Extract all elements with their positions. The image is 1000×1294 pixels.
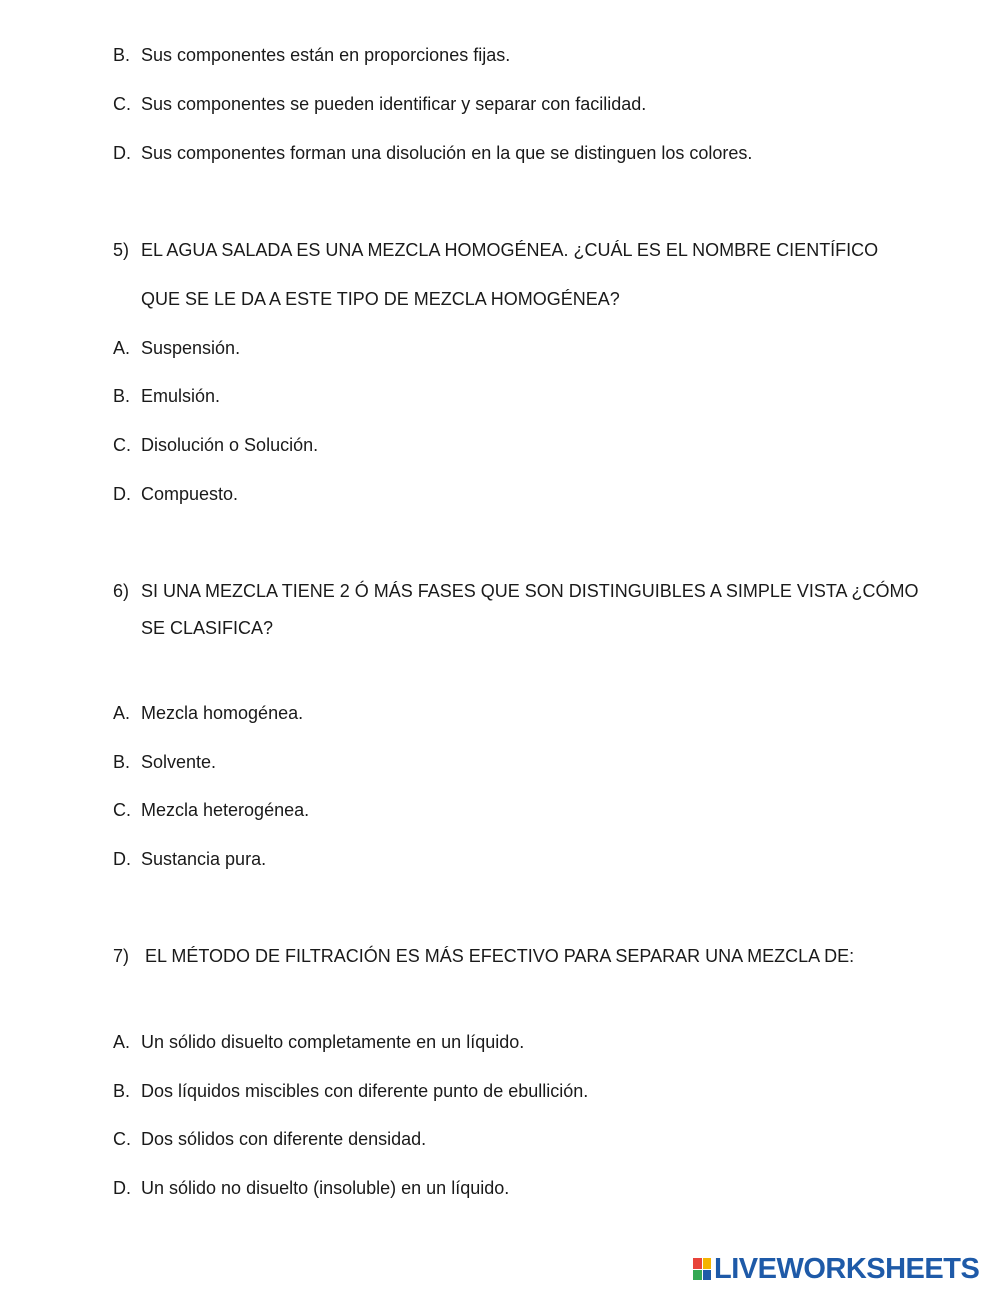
option-label: B. <box>113 45 131 65</box>
liveworksheets-logo-icon <box>693 1258 711 1280</box>
question-text-line1: SI UNA MEZCLA TIENE 2 Ó MÁS FASES QUE SON DISTINGUIBLES A SIMPLE VISTA ¿CÓMO <box>141 581 919 601</box>
option-label: A. <box>113 1032 131 1052</box>
option-text: Dos líquidos miscibles con diferente punto de ebullición. <box>141 1081 589 1101</box>
question-text-line2: SE CLASIFICA? <box>141 618 274 638</box>
option-text: Suspensión. <box>141 338 241 358</box>
question-number: 6) <box>113 581 130 601</box>
option-label: D. <box>113 1178 131 1198</box>
question-text-line1: EL AGUA SALADA ES UNA MEZCLA HOMOGÉNEA. ¿CUÁL ES EL NOMBRE CIENTÍFICO <box>141 240 879 260</box>
option-text: Sustancia pura. <box>141 849 267 869</box>
option-text: Mezcla heterogénea. <box>141 800 310 820</box>
option-label: B. <box>113 386 131 406</box>
option-text: Un sólido disuelto completamente en un líquido. <box>141 1032 525 1052</box>
liveworksheets-logo <box>693 1252 979 1286</box>
option-label: A. <box>113 338 131 358</box>
option-text: Dos sólidos con diferente densidad. <box>141 1129 427 1149</box>
option-label: D. <box>113 484 131 504</box>
option-label: D. <box>113 143 131 163</box>
option-text: Emulsión. <box>141 386 221 406</box>
option-text: Sus componentes se pueden identificar y separar con facilidad. <box>141 94 647 114</box>
option-label: B. <box>113 1081 131 1101</box>
option-text: Sus componentes están en proporciones fijas. <box>141 45 511 65</box>
logo-text: LIVEWORKSHEETS <box>714 1252 980 1285</box>
option-text: Solvente. <box>141 752 217 772</box>
option-label: A. <box>113 703 131 723</box>
option-text: Compuesto. <box>141 484 239 504</box>
option-label: C. <box>113 1129 131 1149</box>
option-text: Un sólido no disuelto (insoluble) en un líquido. <box>141 1178 510 1198</box>
option-label: D. <box>113 849 131 869</box>
question-text-line1: EL MÉTODO DE FILTRACIÓN ES MÁS EFECTIVO PARA SEPARAR UNA MEZCLA DE: <box>145 946 855 966</box>
option-label: C. <box>113 94 131 114</box>
option-label: C. <box>113 435 131 455</box>
option-label: C. <box>113 800 131 820</box>
question-number: 7) <box>113 946 130 966</box>
question-text-line2: QUE SE LE DA A ESTE TIPO DE MEZCLA HOMOGÉNEA? <box>141 289 620 309</box>
option-text: Disolución o Solución. <box>141 435 319 455</box>
option-text: Mezcla homogénea. <box>141 703 304 723</box>
question-number: 5) <box>113 240 130 260</box>
option-text: Sus componentes forman una disolución en la que se distinguen los colores. <box>141 143 753 163</box>
option-label: B. <box>113 752 131 772</box>
